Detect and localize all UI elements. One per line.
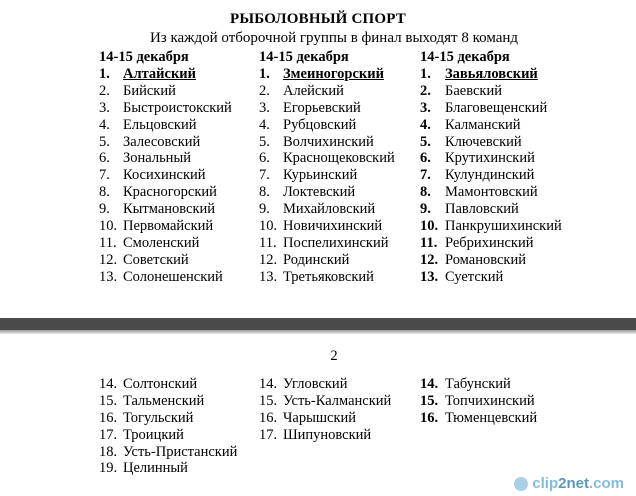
team-name: Тальменский [123, 392, 205, 409]
team-row [259, 393, 391, 410]
clip2net-watermark [514, 475, 624, 492]
watermark-text-dark: 2net [558, 475, 589, 492]
team-row [259, 134, 395, 151]
team-number: 5. [259, 133, 270, 150]
group-column-1-continued [99, 376, 237, 477]
team-row [99, 410, 237, 427]
team-number: 5. [99, 133, 110, 150]
team-number: 2. [259, 82, 270, 99]
team-row [420, 235, 562, 252]
team-number: 7. [420, 167, 431, 184]
team-name: Табунский [445, 376, 511, 392]
team-row [99, 167, 232, 184]
team-name: Поспелихинский [283, 234, 389, 251]
page-number: 2 [330, 348, 338, 364]
team-number: 15. [99, 392, 118, 409]
team-row [420, 393, 537, 410]
team-name: Ребрихинский [445, 234, 534, 251]
team-number: 18. [99, 443, 118, 460]
team-row [99, 376, 237, 393]
team-number: 16. [259, 409, 278, 426]
team-name: Павловский [445, 201, 519, 218]
team-row [420, 117, 562, 134]
team-row [99, 252, 232, 269]
team-name: Шипуновский [283, 426, 372, 443]
team-name: Мамонтовский [445, 184, 538, 201]
team-row [99, 235, 232, 252]
team-row [99, 218, 232, 235]
team-name: Крутихинский [445, 150, 535, 167]
team-row [420, 134, 562, 151]
team-number: 17. [99, 426, 118, 443]
team-name: Тюменцевский [445, 409, 538, 426]
team-name: Кулундинский [445, 167, 535, 184]
team-row [99, 100, 232, 117]
team-row [259, 201, 395, 218]
team-number: 12. [420, 251, 439, 268]
team-name: Солонешенский [123, 268, 223, 285]
group-date: 14-15 декабря [420, 49, 510, 65]
team-row [99, 444, 237, 461]
team-name: Егорьевский [283, 99, 361, 116]
team-number: 16. [99, 409, 118, 426]
team-row [259, 252, 395, 269]
team-row [259, 184, 395, 201]
team-number: 9. [259, 201, 270, 218]
document-title: РЫБОЛОВНЫЙ СПОРТ [229, 11, 406, 27]
team-number: 14. [420, 376, 439, 392]
team-row [259, 376, 391, 393]
team-name: Залесовский [123, 133, 201, 150]
team-number: 5. [420, 133, 431, 150]
team-name: Волчихинский [283, 133, 374, 150]
team-row [259, 150, 395, 167]
team-number: 3. [259, 99, 270, 116]
document-page-2 [0, 334, 636, 496]
team-number: 14. [99, 376, 118, 392]
team-name: Локтевский [283, 184, 356, 201]
team-row [420, 218, 562, 235]
team-name: Курьинский [283, 167, 358, 184]
group-column-1 [99, 49, 232, 286]
team-name: Новичихинский [283, 218, 383, 235]
team-number: 9. [420, 201, 431, 218]
team-number: 7. [259, 167, 270, 184]
team-number: 8. [420, 184, 431, 201]
group-column-2-continued [259, 376, 391, 444]
team-name: Калманский [445, 116, 521, 133]
team-name: Алтайский [123, 66, 197, 82]
team-row [99, 201, 232, 218]
team-number: 1. [99, 66, 110, 82]
team-row [259, 269, 395, 286]
team-row [99, 134, 232, 151]
team-name: Зональный [123, 150, 191, 167]
team-name: Чарышский [283, 409, 357, 426]
team-row [99, 269, 232, 286]
team-row [420, 410, 537, 427]
team-row [420, 376, 537, 393]
team-number: 6. [259, 150, 270, 167]
team-name: Кытмановский [123, 201, 216, 218]
team-row [420, 269, 562, 286]
team-row [259, 83, 395, 100]
team-row [420, 184, 562, 201]
team-name: Романовский [445, 251, 526, 268]
team-number: 8. [259, 184, 270, 201]
clip2net-logo-icon [514, 477, 528, 491]
team-name: Завьяловский [445, 66, 538, 82]
team-row [99, 117, 232, 134]
team-number: 19. [99, 460, 118, 477]
team-number: 10. [420, 218, 439, 235]
team-row [99, 83, 232, 100]
team-number: 2. [420, 82, 431, 99]
team-number: 10. [99, 218, 118, 235]
team-name: Целинный [123, 460, 188, 477]
team-name: Алейский [283, 82, 344, 99]
team-number: 10. [259, 218, 278, 235]
team-row [420, 150, 562, 167]
team-name: Красногорский [123, 184, 217, 201]
team-name: Родинский [283, 251, 350, 268]
team-number: 4. [259, 116, 270, 133]
team-name: Первомайский [123, 218, 214, 235]
group-date: 14-15 декабря [259, 49, 349, 65]
team-number: 6. [420, 150, 431, 167]
team-number: 3. [99, 99, 110, 116]
team-name: Панкрушихинский [445, 218, 562, 235]
team-name: Топчихинский [445, 392, 535, 409]
team-number: 11. [420, 234, 438, 251]
team-name: Троицкий [123, 426, 184, 443]
team-number: 12. [99, 251, 118, 268]
team-name: Угловский [283, 376, 348, 392]
watermark-text-tail: .com [588, 475, 624, 492]
team-row [420, 66, 562, 83]
team-number: 6. [99, 150, 110, 167]
team-name: Ключевский [445, 133, 522, 150]
team-number: 17. [259, 426, 278, 443]
team-row [420, 167, 562, 184]
team-name: Благовещенский [445, 99, 548, 116]
team-number: 14. [259, 376, 278, 392]
team-number: 1. [420, 66, 431, 82]
team-number: 13. [259, 268, 278, 285]
team-row [259, 218, 395, 235]
document-subtitle: Из каждой отборочной группы в финал выходят 8 команд [149, 30, 519, 46]
team-row [259, 167, 395, 184]
team-name: Усть-Калманский [283, 392, 392, 409]
team-row [259, 410, 391, 427]
team-row [259, 100, 395, 117]
team-name: Михайловский [283, 201, 376, 218]
team-row [99, 66, 232, 83]
team-name: Суетский [445, 268, 504, 285]
team-name: Косихинский [123, 167, 206, 184]
team-name: Советский [123, 251, 189, 268]
team-row [99, 427, 237, 444]
team-number: 7. [99, 167, 110, 184]
team-name: Тогульский [123, 409, 194, 426]
team-row [420, 100, 562, 117]
team-number: 13. [420, 268, 439, 285]
team-number: 9. [99, 201, 110, 218]
group-column-3 [420, 49, 562, 286]
team-number: 15. [259, 392, 278, 409]
group-column-2 [259, 49, 395, 286]
team-name: Ельцовский [123, 116, 197, 133]
team-name: Бийский [123, 82, 176, 99]
team-row [259, 117, 395, 134]
team-number: 4. [420, 116, 431, 133]
team-name: Усть-Пристанский [123, 443, 238, 460]
team-row [99, 393, 237, 410]
team-row [259, 427, 391, 444]
team-number: 8. [99, 184, 110, 201]
team-row [259, 66, 395, 83]
team-number: 3. [420, 99, 431, 116]
team-name: Третьяковский [283, 268, 374, 285]
team-number: 11. [99, 234, 117, 251]
team-row [99, 150, 232, 167]
team-number: 11. [259, 234, 277, 251]
team-number: 4. [99, 116, 110, 133]
team-name: Солтонский [123, 376, 198, 392]
team-name: Баевский [445, 82, 502, 99]
group-column-3-continued [420, 376, 537, 427]
team-name: Быстроистокский [123, 99, 232, 116]
watermark-text-light: clip [532, 475, 559, 492]
team-row [420, 252, 562, 269]
team-number: 13. [99, 268, 118, 285]
team-number: 12. [259, 251, 278, 268]
team-name: Краснощековский [283, 150, 395, 167]
team-number: 15. [420, 392, 439, 409]
page-separator [0, 318, 636, 330]
team-number: 2. [99, 82, 110, 99]
team-row [420, 83, 562, 100]
team-name: Змеиногорский [283, 66, 384, 82]
group-date: 14-15 декабря [99, 49, 189, 65]
team-number: 16. [420, 409, 439, 426]
team-row [99, 460, 237, 477]
team-row [99, 184, 232, 201]
team-row [420, 201, 562, 218]
team-name: Рубцовский [283, 116, 357, 133]
team-number: 1. [259, 66, 270, 82]
team-row [259, 235, 395, 252]
team-name: Смоленский [123, 234, 200, 251]
